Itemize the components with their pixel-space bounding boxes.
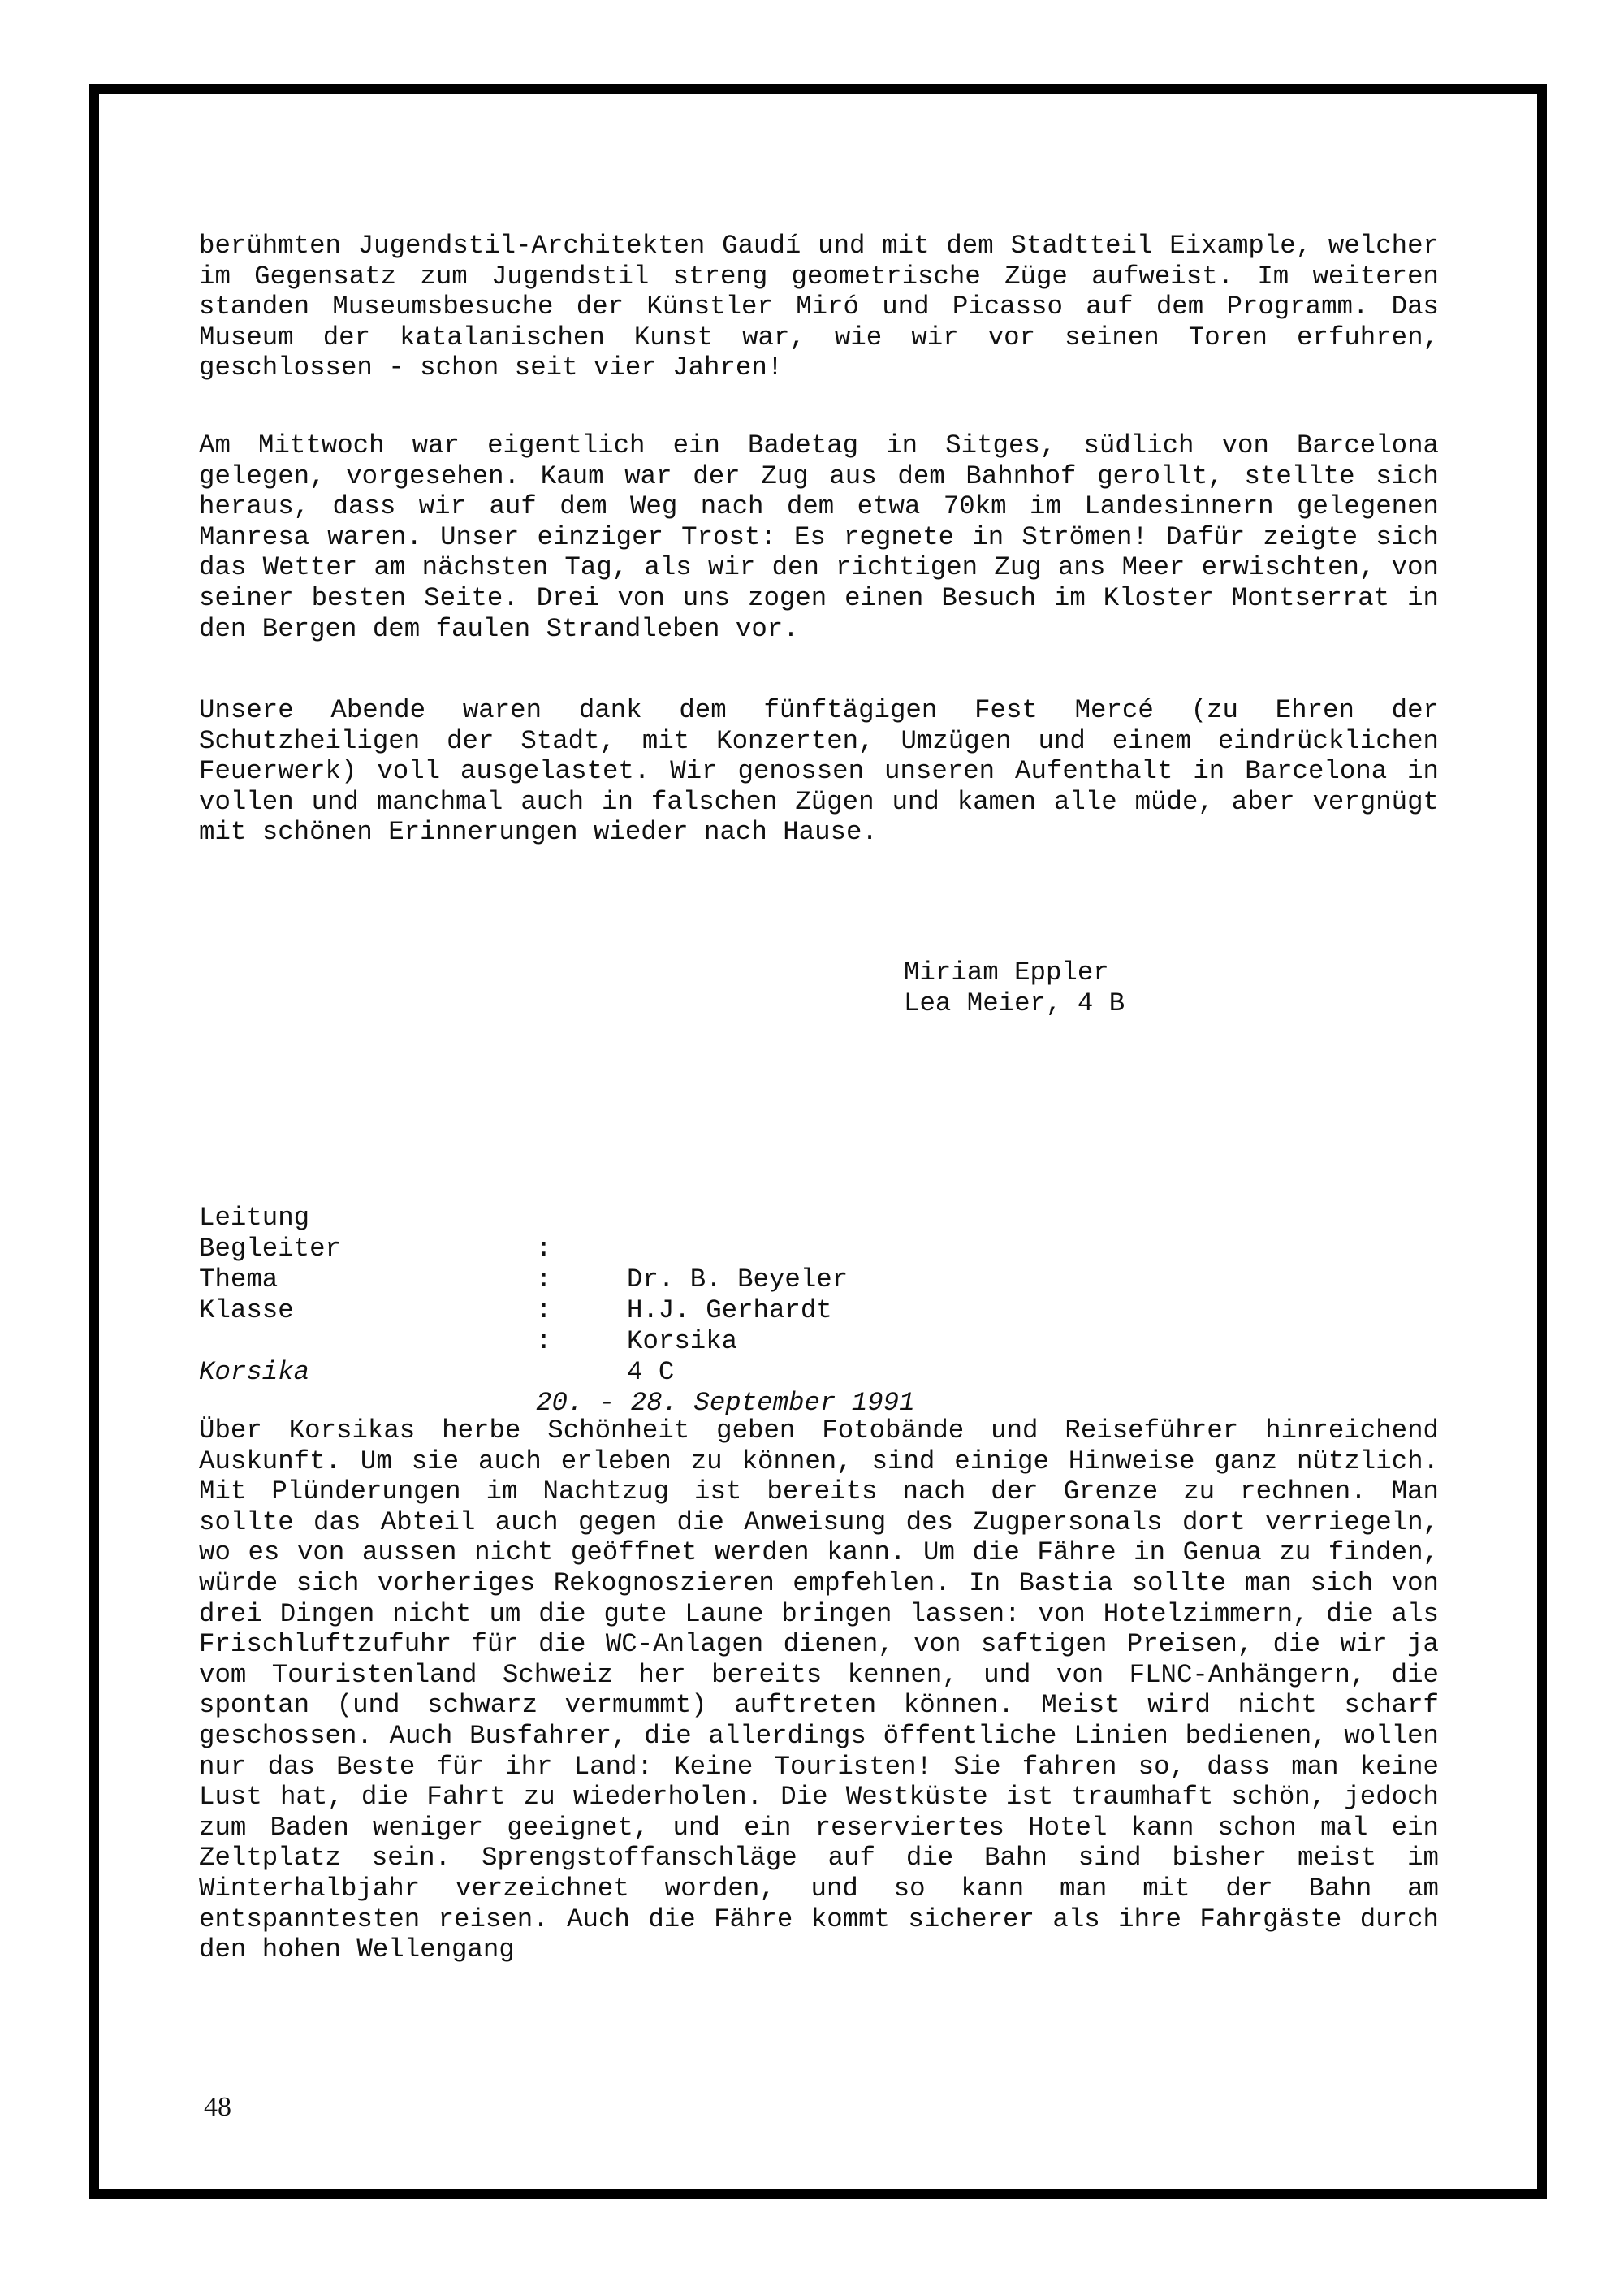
signature-block [904,957,1125,1019]
info-value: Dr. B. Beyeler [627,1264,849,1294]
info-colon: : [536,1264,552,1294]
info-label: Leitung [199,1203,310,1233]
korsika-paragraph [199,1415,1439,1965]
trip-dates: 20. - 28. September 1991 [536,1388,915,1418]
info-value: Korsika [627,1326,738,1356]
paragraph-text: Am Mittwoch war eigentlich ein Badetag in Sitges, südlich von Barcelona gelegen, vorgesehen. Kaum war der Zug aus dem Bahnhof gerollt, stellte sich heraus, dass wir auf dem Weg nach dem etwa 70km im Landesinnern gelegenen Manresa waren. Unser einziger Trost: Es regnete in Strömen! Dafür zeigte sich das Wetter am nächsten Tag, als wir den richtigen Zug ans Meer erwischten, von seiner besten Seite. Drei von uns zogen einen Besuch im Kloster Montserrat in den Bergen dem faulen Strandleben vor. [199,430,1439,644]
info-label: Begleiter [199,1234,341,1264]
barcelona-paragraph-1 [199,231,1439,383]
info-colon: : [536,1326,552,1356]
page-number: 48 [204,2092,231,2122]
info-colon: : [536,1234,552,1264]
info-label: Klasse [199,1295,294,1325]
barcelona-paragraph-2 [199,430,1439,644]
info-label: Thema [199,1264,279,1294]
author-name-1: Miriam Eppler [904,957,1109,988]
author-name-2: Lea Meier, 4 B [904,988,1125,1018]
trip-place: Korsika [199,1357,310,1387]
trip-info-table [199,1172,849,1387]
paragraph-text: Über Korsikas herbe Schönheit geben Fotobände und Reiseführer hinreichend Auskunft. Um sie auch erleben zu können, sind einige Hinweise ganz nützlich. Mit Plünderungen im Nachtzug ist bereits nach der Grenze zu rechnen. Man sollte das Abteil auch gegen die Anweisung des Zugpersonals dort verriegeln, wo es von aussen nicht geöffnet werden kann. Um die Fähre in Genua zu finden, würde sich vorheriges Rekognoszieren empfehlen. In Bastia sollte man sich von drei Dingen nicht um die gute Laune bringen lassen: von Hotelzimmern, die als Frischluftzufuhr für die WC-Anlagen dienen, von saftigen Preisen, die wir ja vom Touristenland Schweiz her bereits kennen, und von FLNC-Anhängern, die spontan (und schwarz vermummt) auftreten können. Meist wird nicht scharf geschossen. Auch Busfahrer, die allerdings öffentliche Linien bedienen, wollen nur das Beste für ihr Land: Keine Touristen! Sie fahren so, dass man keine Lust hat, die Fahrt zu wiederholen. Die Westküste ist traumhaft schön, jedoch zum Baden weniger geeignet, und ein reserviertes Hotel kann schon mal ein Zeltplatz sein. Sprengstoffanschläge auf die Bahn sind bisher meist im Winterhalbjahr verzeichnet worden, und so kann man mit der Bahn am entspanntesten reisen. Auch die Fähre kommt sicherer als ihre Fahrgäste durch den hohen Wellengang [199,1415,1439,1965]
info-value: H.J. Gerhardt [627,1295,832,1325]
info-colon: : [536,1295,552,1325]
info-value: 4 C [627,1357,675,1387]
paragraph-text: berühmten Jugendstil-Architekten Gaudí und mit dem Stadtteil Eixample, welcher im Gegensatz zum Jugendstil streng geometrische Züge aufweist. Im weiteren standen Museumsbesuche der Künstler Miró und Picasso auf dem Programm. Das Museum der katalanischen Kunst war, wie wir vor seinen Toren erfuhren, geschlossen - schon seit vier Jahren! [199,231,1439,383]
barcelona-paragraph-3 [199,695,1439,848]
paragraph-text: Unsere Abende waren dank dem fünftägigen Fest Mercé (zu Ehren der Schutzheiligen der Stadt, mit Konzerten, Umzügen und einem eindrücklichen Feuerwerk) voll ausgelastet. Wir genossen unseren Aufenthalt in Barcelona in vollen und manchmal auch in falschen Zügen und kamen alle müde, aber vergnügt mit schönen Erinnerungen wieder nach Hause. [199,695,1439,848]
